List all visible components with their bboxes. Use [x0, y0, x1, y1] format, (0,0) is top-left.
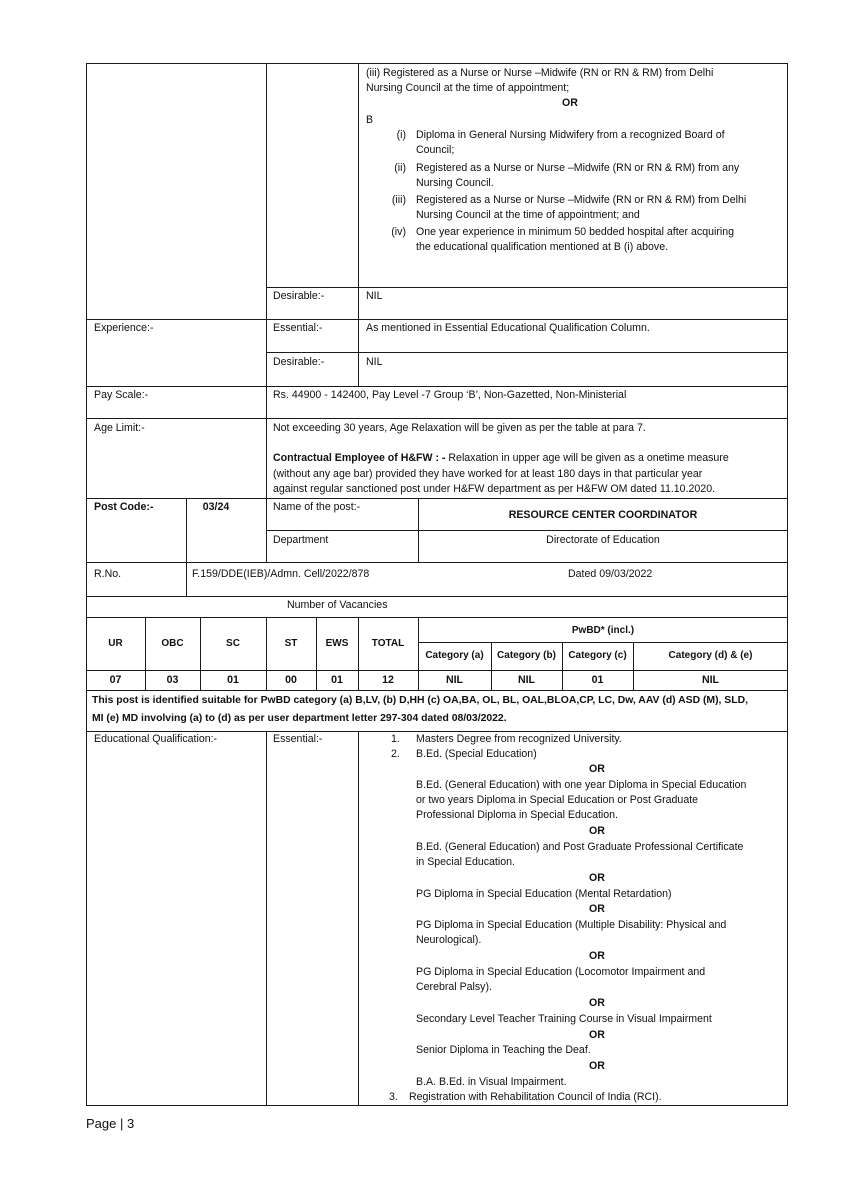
education-option: B.A. B.Ed. in Visual Impairment.	[416, 1076, 567, 1088]
rno-label: R.No.	[94, 568, 122, 580]
list-item-number: (i)	[396, 129, 406, 141]
department-label: Department	[273, 534, 329, 546]
or-separator: OR	[589, 903, 605, 915]
department-value: Directorate of Education	[546, 534, 660, 546]
rule	[86, 690, 788, 691]
vacancy-header-sc: SC	[226, 638, 240, 649]
rno-value: F.159/DDE(IEB)/Admn. Cell/2022/878	[192, 568, 370, 580]
list-item-number: (ii)	[394, 162, 406, 174]
pwbd-value-c: 01	[591, 674, 604, 686]
post-name-label: Name of the post:-	[273, 501, 361, 513]
or-separator: OR	[589, 763, 605, 775]
vacancy-header-obc: OBC	[161, 638, 184, 649]
vacancy-value-sc: 01	[227, 674, 239, 686]
rule	[86, 562, 788, 563]
rno-date: Dated 09/03/2022	[568, 568, 653, 580]
or-separator: OR	[589, 997, 605, 1009]
education-item-number: 2.	[391, 748, 400, 760]
pwbd-category-de: Category (d) & (e)	[668, 650, 753, 661]
suitability-line2: MI (e) MD involving (a) to (d) as per user department letter 297-304 dated 08/03/2022.	[92, 713, 507, 724]
vacancy-header-st: ST	[284, 638, 298, 649]
vacancies-title: Number of Vacancies	[287, 599, 388, 611]
pay-scale-value: Rs. 44900 - 142400, Pay Level -7 Group ‘B’, Non-Gazetted, Non-Ministerial	[273, 389, 627, 401]
list-item: One year experience in minimum 50 bedded hospital after acquiring	[416, 226, 734, 238]
education-item-3: Registration with Rehabilitation Council of India (RCI).	[409, 1091, 662, 1103]
contractual-heading: Contractual Employee of H&FW : -	[273, 452, 446, 464]
pwbd-category-c: Category (c)	[568, 650, 627, 661]
experience-desirable-value: NIL	[366, 356, 383, 368]
list-item: Registered as a Nurse or Nurse –Midwife (RN or RN & RM) from Delhi	[416, 194, 747, 206]
post-code-label: Post Code:-	[94, 501, 154, 513]
rule	[86, 386, 788, 387]
rule	[86, 319, 788, 320]
rule	[266, 498, 267, 562]
rule	[358, 63, 359, 386]
rule	[266, 63, 267, 498]
vacancy-value-total: 12	[382, 674, 394, 686]
education-option: in Special Education.	[416, 856, 515, 868]
or-separator: OR	[589, 1060, 605, 1072]
or-separator: OR	[589, 1029, 605, 1041]
rule	[86, 418, 788, 419]
vacancy-header-ews: EWS	[325, 638, 349, 649]
pwbd-value-b: NIL	[517, 674, 536, 686]
or-separator: OR	[562, 97, 578, 109]
education-option: Professional Diploma in Special Education.	[416, 809, 618, 821]
rule	[418, 642, 788, 643]
contractual-text: Relaxation in upper age will be given as a onetime measure	[445, 452, 729, 464]
rule	[266, 287, 788, 288]
rule	[266, 530, 788, 531]
rule	[86, 63, 788, 64]
list-item: Nursing Council.	[416, 177, 494, 189]
rule	[86, 670, 788, 671]
post-name-value: RESOURCE CENTER COORDINATOR	[508, 509, 698, 521]
education-option: B.Ed. (General Education) and Post Graduate Professional Certificate	[416, 841, 744, 853]
list-item: Nursing Council at the time of appointment; and	[416, 209, 640, 221]
education-option: PG Diploma in Special Education (Locomotor Impairment and	[416, 966, 706, 978]
list-item: Diploma in General Nursing Midwifery from a recognized Board of	[416, 129, 725, 141]
vacancy-value-ur: 07	[109, 674, 122, 686]
rule	[358, 731, 359, 1105]
education-option: Neurological).	[416, 934, 482, 946]
prev-clause-iii-line2: Nursing Council at the time of appointment;	[366, 82, 570, 94]
option-b-label: B	[366, 114, 374, 126]
rule	[266, 731, 267, 1105]
pay-scale-label: Pay Scale:-	[94, 389, 149, 401]
education-item-1: Masters Degree from recognized University.	[416, 733, 622, 745]
experience-essential-label: Essential:-	[273, 322, 323, 334]
education-item-number: 3.	[389, 1091, 398, 1103]
rule	[86, 596, 788, 597]
rule	[86, 63, 87, 1105]
rule	[787, 63, 788, 1105]
or-separator: OR	[589, 825, 605, 837]
education-essential-label: Essential:-	[273, 733, 323, 745]
contractual-relaxation-line3: against regular sanctioned post under H&FW department as per H&FW OM dated 11.10.2020.	[273, 483, 716, 495]
pwbd-value-de: NIL	[701, 674, 720, 686]
list-item: Registered as a Nurse or Nurse –Midwife (RN or RN & RM) from any	[416, 162, 740, 174]
desirable-label: Desirable:-	[273, 290, 325, 302]
education-option: or two years Diploma in Special Education or Post Graduate	[416, 794, 699, 806]
rule	[86, 498, 788, 499]
education-option: PG Diploma in Special Education (Mental Retardation)	[416, 888, 672, 900]
rule	[86, 617, 788, 618]
contractual-relaxation-line1	[273, 451, 729, 467]
list-item-number: (iv)	[391, 226, 406, 238]
pwbd-value-a: NIL	[445, 674, 464, 686]
pwbd-category-b: Category (b)	[497, 650, 556, 661]
pwbd-category-a: Category (a)	[425, 650, 484, 661]
education-label: Educational Qualification:-	[94, 733, 218, 745]
vacancy-value-ews: 01	[331, 674, 343, 686]
education-item-2: B.Ed. (Special Education)	[416, 748, 537, 760]
pwbd-header: PwBD* (incl.)	[571, 625, 635, 636]
education-option: Secondary Level Teacher Training Course in Visual Impairment	[416, 1013, 712, 1025]
suitability-line1: This post is identified suitable for PwBD category (a) B,LV, (b) D,HH (c) OA,BA, OL, BL, OAL,BLOA,CP, LC, Dw, AAV (d) ASD (M), SLD,	[92, 695, 748, 706]
or-separator: OR	[589, 872, 605, 884]
experience-essential-value: As mentioned in Essential Educational Qualification Column.	[366, 322, 650, 334]
education-item-number: 1.	[391, 733, 400, 745]
list-item: the educational qualification mentioned at B (i) above.	[416, 241, 669, 253]
or-separator: OR	[589, 950, 605, 962]
age-limit-label: Age Limit:-	[94, 422, 145, 434]
rule	[266, 352, 788, 353]
vacancy-header-ur: UR	[108, 638, 123, 649]
education-option: B.Ed. (General Education) with one year Diploma in Special Education	[416, 779, 747, 791]
experience-label: Experience:-	[94, 322, 154, 334]
education-option: Senior Diploma in Teaching the Deaf.	[416, 1044, 591, 1056]
list-item: Council;	[416, 144, 455, 156]
desirable-value: NIL	[366, 290, 383, 302]
vacancy-header-total: TOTAL	[371, 638, 405, 649]
vacancy-value-obc: 03	[166, 674, 179, 686]
vacancy-value-st: 00	[285, 674, 297, 686]
list-item-number: (iii)	[391, 194, 406, 206]
page-number: Page | 3	[86, 1116, 135, 1131]
contractual-relaxation-line2: (without any age bar) provided they have worked for at least 180 days in that particular year	[273, 468, 703, 480]
education-option: PG Diploma in Special Education (Multiple Disability: Physical and	[416, 919, 727, 931]
experience-desirable-label: Desirable:-	[273, 356, 325, 368]
education-option: Cerebral Palsy).	[416, 981, 492, 993]
age-limit-value: Not exceeding 30 years, Age Relaxation will be given as per the table at para 7.	[273, 422, 646, 434]
prev-clause-iii-line1: (iii) Registered as a Nurse or Nurse –Midwife (RN or RN & RM) from Delhi	[366, 67, 714, 79]
post-code-value: 03/24	[202, 501, 230, 513]
